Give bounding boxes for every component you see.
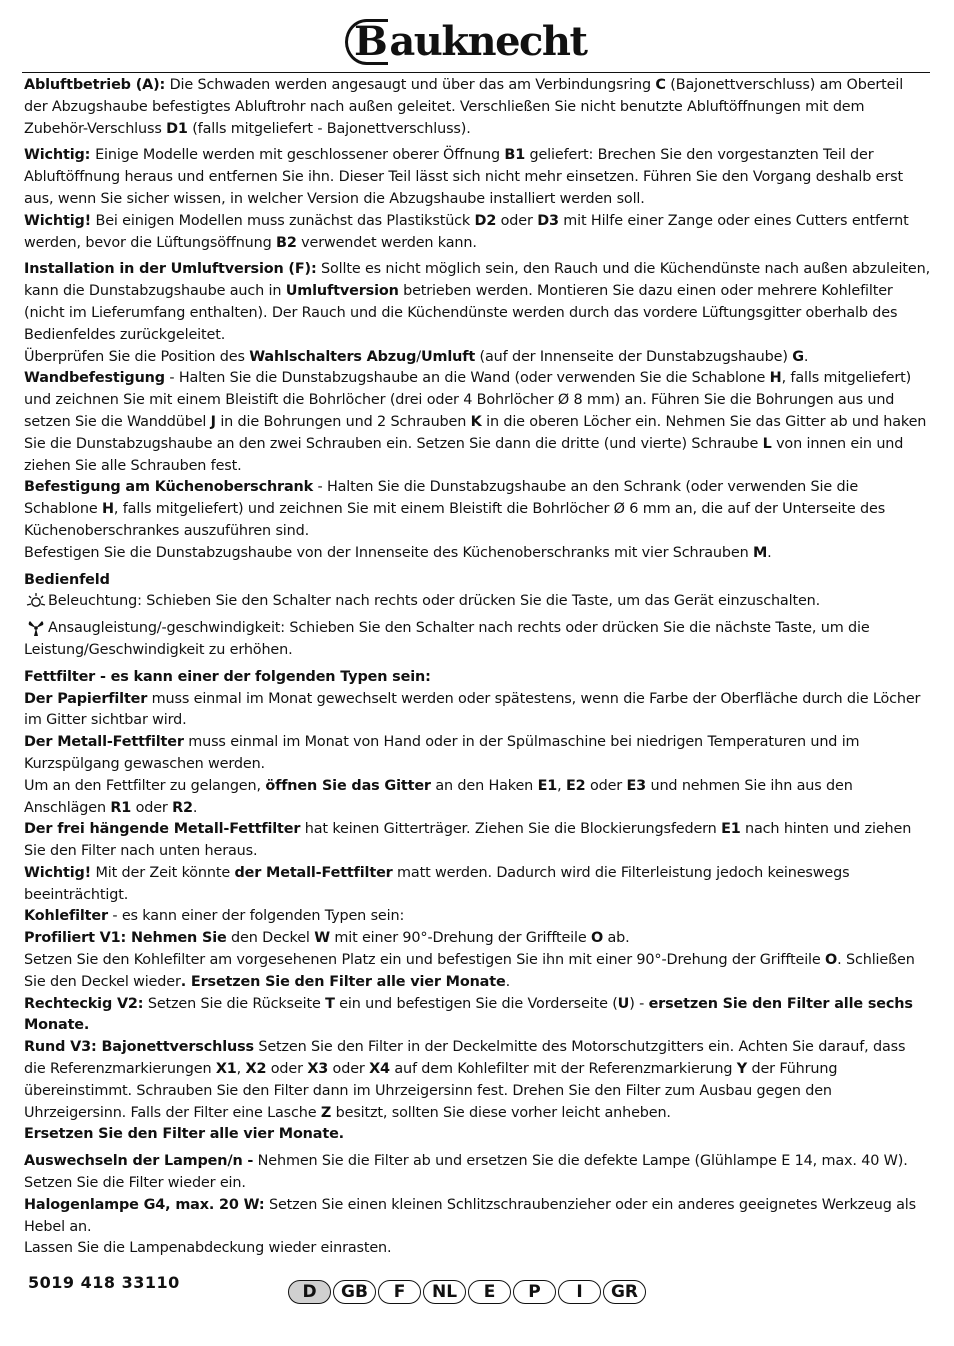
paragraph-v1-b: Setzen Sie den Kohlefilter am vorgesehenen Platz ein und befestigen Sie ihn mit einer 90°-Drehung der Griffteile O. Schließen Sie den Deckel wieder. Ersetzen Sie den Filter alle vier Monate. [24,952,915,990]
document-body [24,75,930,1260]
language-badge-f: F [378,1280,421,1304]
brand-logo-text [345,18,586,66]
paragraph-v3: Rund V3: Bajonettverschluss Setzen Sie den Filter in der Deckelmitte des Motorschutzgitters ein. Achten Sie darauf, dass die Referenzmarkierungen X1, X2 oder X3 oder X4 auf dem Kohlefilter mit der Referenzmarkierung Y der Führung übereinstimmt. Schrauben Sie den Filter dann im Uhrzeigersinn fest. Drehen Sie den Filter zum Ausbau gegen den Uhrzeigersinn. Falls der Filter eine Lasche Z besitzt, sollten Sie diese vorher leicht anheben. [24,1039,906,1121]
header-rule [22,72,930,73]
paragraph-einrasten: Lassen Sie die Lampenabdeckung wieder einrasten. [24,1240,392,1257]
paragraph-v2: Rechteckig V2: Setzen Sie die Rückseite T ein und befestigen Sie die Vorderseite (U) - ersetzen Sie den Filter alle sechs Monate. [24,995,913,1034]
paragraph-ersetzen: Ersetzen Sie den Filter alle vier Monate. [24,1126,344,1143]
light-bulb-icon [24,592,48,610]
paragraph-lampen: Auswechseln der Lampen/n - Nehmen Sie die Filter ab und ersetzen Sie die defekte Lampe (Glühlampe E 14, max. 40 W). Setzen Sie die Filter wieder ein. [24,1153,908,1192]
language-badge-nl: NL [423,1280,466,1304]
language-selector [288,1280,646,1304]
paragraph-umluft: Installation in der Umluftversion (F): Sollte es nicht möglich sein, den Rauch und die Küchendünste nach außen abzuleiten, kann die Dunstabzugshaube auch in Umluftversion betrieben werden. Montieren Sie dazu einen oder mehrere Kohlefilter (nicht im Lieferumfang enthalten). Der Rauch und die Küchendünste werden durch das vordere Lüftungsgitter oberhalb des Bedienfeldes zurückgeleitet. [24,261,930,343]
language-badge-gr: GR [603,1280,646,1304]
paragraph-wichtig-1: Wichtig: Einige Modelle werden mit geschlossener oberer Öffnung B1 geliefert: Brechen Sie den vorgestanzten Teil der Abluftöffnung heraus und entfernen Sie ihn. Dieser Teil lässt sich nicht mehr einsetzen. Führen Sie den Vorgang deshalb erst aus, wenn Sie sicher wissen, in welcher Version die Abzugshaube installiert werden soll. [24,147,903,207]
document-code: 5019 418 33110 [28,1273,180,1292]
paragraph-schrank-2: Befestigen Sie die Dunstabzugshaube von der Innenseite des Küchenoberschranks mit vier Schrauben M. [24,544,772,561]
language-badge-e: E [468,1280,511,1304]
heading-fettfilter: Fettfilter - es kann einer der folgenden Typen sein: [24,668,431,685]
paragraph-beleuchtung: Beleuchtung: Schieben Sie den Schalter nach rechts oder drücken Sie die Taste, um das Gerät einzuschalten. [24,591,930,613]
paragraph-wandbefestigung: Wandbefestigung - Halten Sie die Dunstabzugshaube an die Wand (oder verwenden Sie die Schablone H, falls mitgeliefert) und zeichnen Sie mit einem Bleistift die Bohrlöcher (drei oder 4 Bohrlöcher Ø 8 mm) an. Führen Sie die Bohrungen aus und setzen Sie die Wanddübel J in die Bohrungen und 2 Schrauben K in die oberen Löcher ein. Nehmen Sie das Gitter ab und haken Sie die Dunstabzugshaube an den zwei Schrauben ein. Setzen Sie dann die dritte (und vierte) Schraube L von innen ein und ziehen Sie alle Schrauben fest. [24,370,927,474]
paragraph-kohlefilter: Kohlefilter - es kann einer der folgenden Typen sein: [24,908,405,925]
paragraph-gitter: Um an den Fettfilter zu gelangen, öffnen Sie das Gitter an den Haken E1, E2 oder E3 und nehmen Sie ihn aus den Anschlägen R1 oder R2. [24,777,853,816]
language-badge-gb: GB [333,1280,376,1304]
paragraph-ansaugleistung: Ansaugleistung/-geschwindigkeit: Schieben Sie den Schalter nach rechts oder drücken Sie die nächste Taste, um die Leistung/Geschwindigkeit zu erhöhen. [24,620,870,658]
language-badge-i: I [558,1280,601,1304]
fan-icon [24,619,48,637]
brand-logo [345,16,586,66]
paragraph-papierfilter: Der Papierfilter muss einmal im Monat gewechselt werden oder spätestens, wenn die Farbe der Oberfläche durch die Löcher im Gitter sichtbar wird. [24,690,921,729]
paragraph-wichtig-3: Wichtig! Mit der Zeit könnte der Metall-Fettfilter matt werden. Dadurch wird die Filterleistung jedoch keineswegs beeinträchtigt. [24,864,850,903]
language-badge-p: P [513,1280,556,1304]
paragraph-wichtig-2: Wichtig! Bei einigen Modellen muss zunächst das Plastikstück D2 oder D3 mit Hilfe einer Zange oder eines Cutters entfernt werden, bevor die Lüftungsöffnung B2 verwendet werden kann. [24,212,909,251]
logo-rest: auknecht [389,18,587,65]
paragraph-pruefen: Überprüfen Sie die Position des Wahlschalters Abzug/Umluft (auf der Innenseite der Dunstabzugshaube) G. [24,348,809,365]
paragraph-halogen: Halogenlampe G4, max. 20 W: Setzen Sie einen kleinen Schlitzschraubenzieher oder ein anderes geeignetes Werkzeug als Hebel an. [24,1196,916,1235]
paragraph-haengend: Der frei hängende Metall-Fettfilter hat keinen Gitterträger. Ziehen Sie die Blockierungsfedern E1 nach hinten und ziehen Sie den Filter nach unten heraus. [24,821,912,860]
paragraph-v1: Profiliert V1: Nehmen Sie den Deckel W mit einer 90°-Drehung der Griffteile O ab. [24,930,630,947]
paragraph-schrank: Befestigung am Küchenoberschrank - Halten Sie die Dunstabzugshaube an den Schrank (oder verwenden Sie die Schablone H, falls mitgeliefert) und zeichnen Sie mit einem Bleistift die Bohrlöcher Ø 6 mm an, die auf der Unterseite des Küchenoberschrankes auszuführen sind. [24,479,886,539]
heading-bedienfeld: Bedienfeld [24,571,110,588]
paragraph-metallfilter: Der Metall-Fettfilter muss einmal im Monat von Hand oder in der Spülmaschine bei niedrigen Temperaturen und im Kurzspülgang gewaschen werden. [24,734,860,772]
logo-initial: B [345,19,388,65]
paragraph-abluft: Abluftbetrieb (A): Die Schwaden werden angesaugt und über das am Verbindungsring C (Bajonettverschluss) am Oberteil der Abzugshaube befestigtes Abluftrohr nach außen geleitet. Verschließen Sie nicht benutzte Abluftöffnungen mit dem Zubehör-Verschluss D1 (falls mitgeliefert - Bajonettverschluss). [24,77,904,137]
language-badge-d: D [288,1280,331,1304]
